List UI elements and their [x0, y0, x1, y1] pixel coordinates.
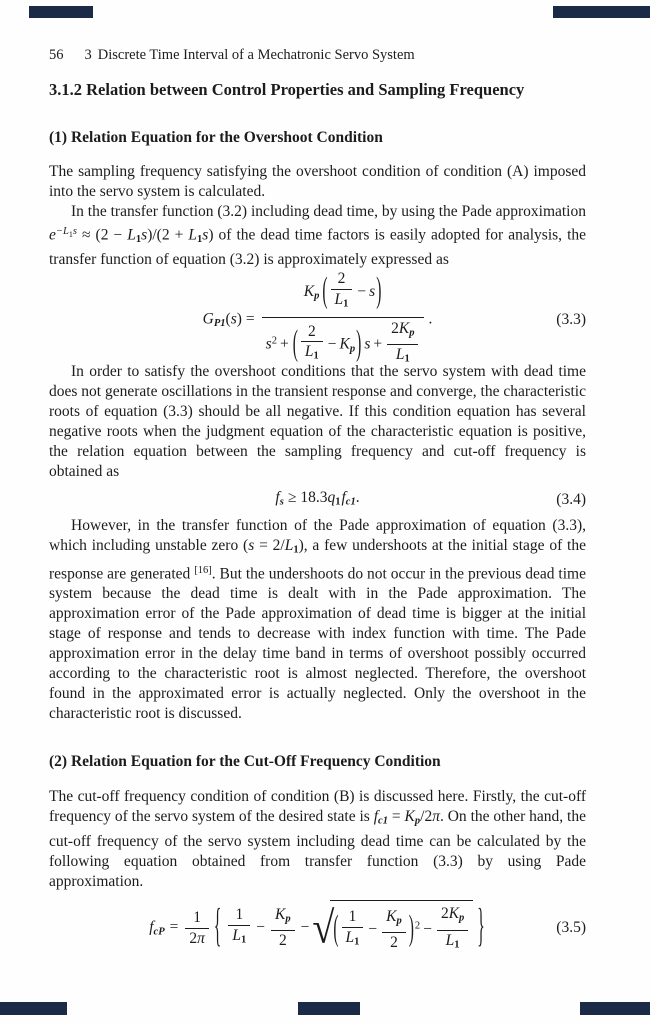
page-number: 56	[49, 47, 64, 63]
equation-3-5-number: (3.5)	[556, 919, 586, 936]
paragraph-overshoot-1: The sampling frequency satisfying the overshoot condition of condition (A) imposed into the servo system is calculated.	[49, 163, 586, 200]
chapter-title: Discrete Time Interval of a Mechatronic Servo System	[97, 47, 415, 63]
equation-3-3-body: $G_{P1}(s)$ = $K_p$ ( $\frac{2}{L_1}$ − s) $s^2$ + ( $\frac{2}{L_1}$ − $K_p$) s + $\frac{2K_p}{L_1}$ .	[203, 268, 433, 372]
paragraph-pade-discussion: However, in the transfer function of the Pade approximation of equation (3.3), which including unstable zero $(s = 2/L_1)$, a few undershoots at the initial stage of the response are generated [16]. But the undershoots do not occur in the previous dead time system because the dead time is dealt with in the Pade approximation. The approximation error of the Pade approximation of dead time is bigger at the initial stage of response and tends to decrease with index function with time. The Pade approximation error in the delay time band in terms of overshoot possibly occurred according to the characteristic root is almost neglected. Therefore, the overshoot found in the approximated error is actually neglected. Only the overshoot in the characteristic root is discussed.	[49, 517, 586, 722]
scan-artifact-bar	[553, 6, 650, 18]
scan-artifact-bar	[0, 1002, 67, 1015]
running-header	[49, 47, 586, 64]
equation-3-4-number: (3.4)	[556, 491, 586, 508]
chapter-running-title	[85, 47, 415, 64]
equation-3-3-number: (3.3)	[556, 311, 586, 328]
scan-artifact-bar	[29, 6, 93, 18]
equation-3-3	[49, 270, 586, 365]
paragraph-cutoff-intro: The cut-off frequency condition of condition (B) is discussed here. Firstly, the cut-off frequency of the servo system of the desired state is $f_{c1} = K_p/2\pi$. On the other hand, the cut-off frequency of the servo system including dead time can be calculated by the following equation obtained from transfer function (3.3) by using Pade approximation.	[49, 788, 586, 890]
chapter-number: 3	[84, 47, 92, 63]
paragraph-overshoot-3: In order to satisfy the overshoot conditions that the servo system with dead time does not generate oscillations in the transient response and converge, the characteristic roots of equation (3.3) should be all negative. If this condition equation has several negative roots when the judgment equation of the characteristic equation is positive, the relation equation between the sampling frequency and cut-off frequency is obtained as	[49, 363, 586, 480]
overshoot-intro-block	[49, 162, 586, 270]
subsection-2-heading: (2) Relation Equation for the Cut-Off Frequency Condition	[49, 753, 441, 770]
paragraph-overshoot-2: In the transfer function (3.2) including dead time, by using the Pade approximation $e^{-L}1^s \approx (2 - L_1s)/(2 + L_1s)$ of the dead time factors is easily adopted for analysis, the transfer function of equation (3.2) is approximately expressed as	[49, 203, 587, 268]
subsection-1-heading: (1) Relation Equation for the Overshoot Condition	[49, 129, 383, 146]
equation-3-5	[49, 886, 586, 970]
equation-3-4-body: $f_s \ge 18.3q_1f_{c1}$.	[275, 488, 360, 508]
scan-artifact-bar	[580, 1002, 650, 1015]
equation-3-5-body: $f_{cP}$ = $\frac{1}{2\pi}$ { $\frac{1}{L_1}$ − $\frac{K_p}{2}$ −√( $\frac{1}{L_1}$ − $\frac{K_p}{2}$ )$^2$ − $\frac{2K_p}{L_1}$ }	[149, 900, 486, 956]
equation-3-4	[49, 489, 586, 511]
section-heading: 3.1.2 Relation between Control Properties and Sampling Frequency	[49, 80, 525, 99]
scan-artifact-bar	[298, 1002, 360, 1015]
